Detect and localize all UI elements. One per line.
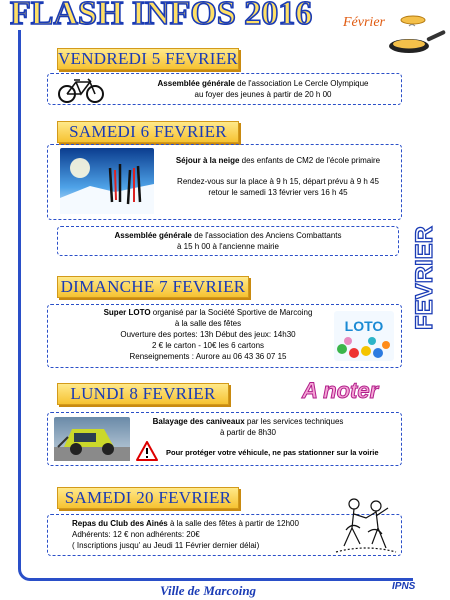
a-noter-label	[298, 374, 378, 408]
side-month-text: FEVRIER	[411, 225, 438, 330]
bicycle-icon	[56, 76, 106, 104]
day-banner-samedi-20: SAMEDI 20 FEVRIER	[57, 487, 239, 509]
loto-logo-text: LOTO	[344, 318, 384, 334]
event-1-text: de l'association Le Cercle Olympique	[234, 79, 369, 88]
event-5-title: Balayage des caniveaux	[152, 417, 245, 426]
day-banner-dimanche: DIMANCHE 7 FEVRIER	[57, 276, 249, 298]
event-2-text: des enfants de CM2 de l'école primaire	[239, 156, 381, 165]
newsletter-title	[8, 0, 338, 34]
event-4-line2: à la salle des fêtes	[174, 319, 242, 328]
day-banner-vendredi: VENDREDI 5 FEVRIER	[57, 49, 239, 68]
event-2-line2: Rendez-vous sur la place à 9 h 15, départ prévu à 9 h 45	[177, 177, 379, 186]
event-2-title: Séjour à la neige	[175, 156, 240, 165]
event-card-3	[57, 226, 399, 256]
event-2-line3: retour le samedi 13 février vers 16 h 45	[208, 188, 348, 197]
event-card-2	[47, 144, 402, 220]
day-banner-samedi-6: SAMEDI 6 FEVRIER	[57, 121, 239, 143]
ski-photo	[60, 148, 154, 214]
event-4-text: organisé par la Société Sportive de Marcoing	[150, 308, 313, 317]
event-5-line2: à partir de 8h30	[219, 428, 277, 437]
event-6-line3: ( Inscriptions jusqu' au Jeudi 11 Février dernier délai)	[72, 541, 260, 550]
ipns-badge: IPNS	[392, 581, 416, 592]
event-4-line5: Renseignements : Aurore au 06 43 36 07 15	[129, 352, 287, 361]
event-3-line2: à 15 h 00 à l'ancienne mairie	[176, 242, 280, 251]
event-4-title: Super LOTO	[103, 308, 151, 317]
event-3-text: de l'association des Anciens Combattants	[191, 231, 342, 240]
title-text: FLASH INFOS 2016	[10, 0, 313, 32]
event-1-title: Assemblée générale	[157, 79, 235, 88]
event-3-title: Assemblée générale	[114, 231, 192, 240]
event-5-warning: Pour protéger votre véhicule, ne pas stationner sur la voirie	[166, 448, 379, 457]
event-6-line2: Adhérents: 12 € non adhérents: 20€	[72, 530, 200, 539]
a-noter-text: A noter	[302, 378, 379, 403]
warning-icon	[136, 441, 158, 461]
day-banner-lundi: LUNDI 8 FEVRIER	[57, 383, 229, 405]
event-card-1	[47, 73, 402, 105]
event-card-5	[47, 412, 402, 466]
event-5-text: par les services techniques	[244, 417, 344, 426]
event-6-title: Repas du Club des Ainés	[72, 519, 168, 528]
side-month-label	[408, 225, 440, 332]
footer-town: Ville de Marcoing	[160, 583, 257, 598]
event-4-line4: 2 € le carton - 10€ les 6 cartons	[151, 341, 265, 350]
street-sweeper-photo	[54, 417, 130, 461]
event-6-text: à la salle des fêtes à partir de 12h00	[167, 519, 299, 528]
dancers-drawing	[328, 494, 400, 556]
event-card-4	[47, 304, 402, 368]
loto-logo	[332, 309, 396, 363]
event-4-line3: Ouverture des portes: 13h Début des jeux: 14h30	[120, 330, 296, 339]
header-month: Février	[343, 15, 385, 30]
event-1-line2: au foyer des jeunes à partir de 20 h 00	[194, 90, 332, 99]
